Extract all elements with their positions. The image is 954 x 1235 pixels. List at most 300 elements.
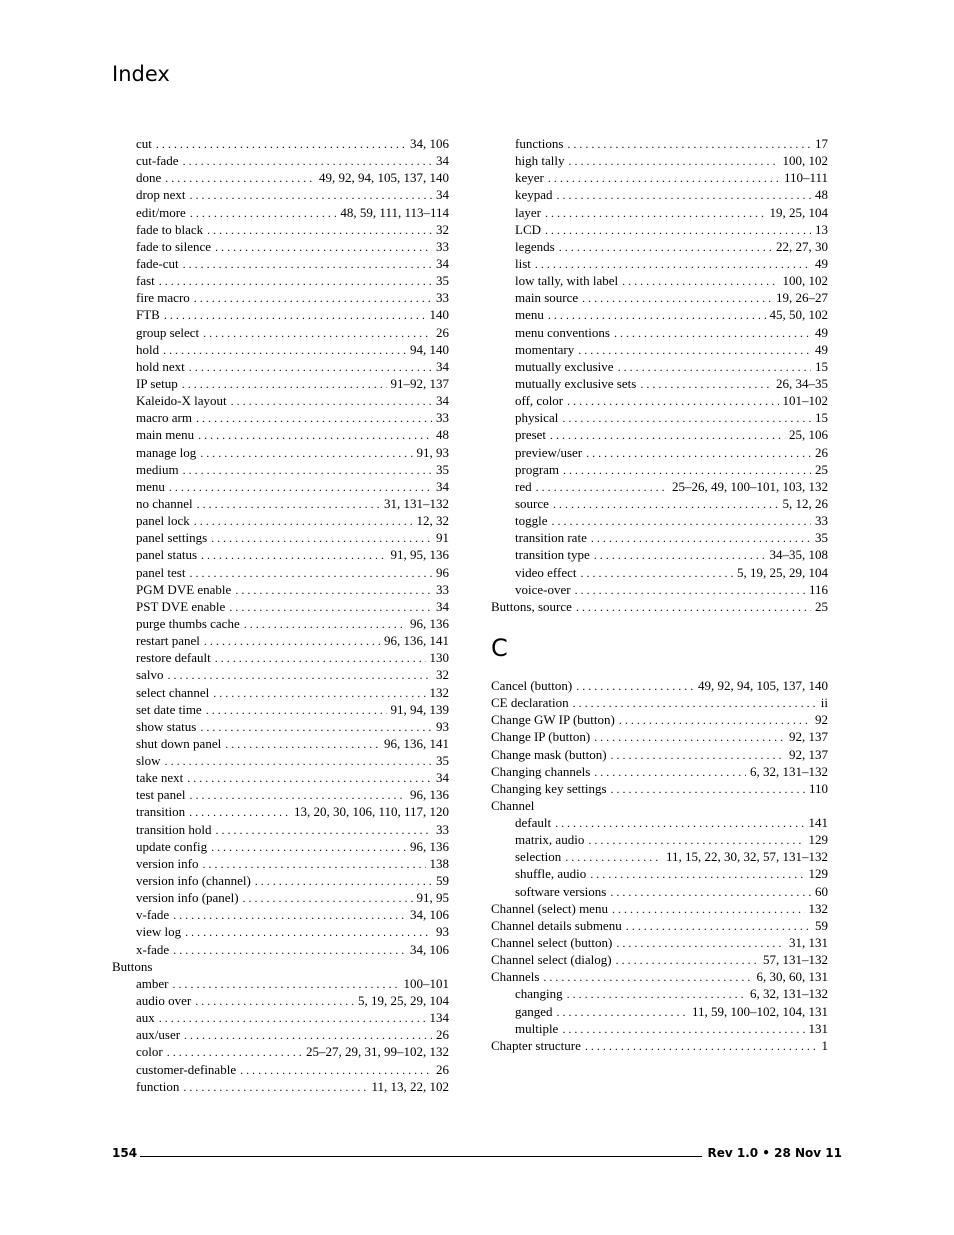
index-entry — [491, 728, 828, 745]
index-term: default — [515, 815, 552, 831]
dot-leader — [229, 599, 432, 615]
dot-leader — [545, 222, 811, 238]
index-term: panel lock — [136, 513, 190, 529]
index-term: momentary — [515, 341, 575, 357]
index-page-refs: 35 — [436, 753, 449, 769]
index-term: Changing key settings — [491, 780, 607, 796]
index-entry — [491, 763, 828, 780]
index-term: function — [136, 1078, 180, 1094]
dot-leader — [563, 462, 811, 478]
dot-leader — [184, 1027, 432, 1043]
index-subentry — [112, 615, 449, 632]
index-subentry — [491, 581, 828, 598]
index-term: fade-cut — [136, 255, 179, 271]
dot-leader — [244, 616, 406, 632]
revision-label: Rev 1.0 • 28 Nov 11 — [707, 1146, 842, 1160]
index-term: changing — [515, 986, 563, 1002]
index-entry — [491, 1037, 828, 1054]
dot-leader — [545, 205, 766, 221]
index-term: PGM DVE enable — [136, 581, 232, 597]
dot-leader — [240, 1062, 432, 1078]
index-subentry — [491, 461, 828, 478]
dot-leader — [543, 969, 752, 985]
index-entry — [491, 711, 828, 728]
index-page-refs: 33 — [436, 581, 449, 597]
dot-leader — [562, 410, 811, 426]
index-term: macro arm — [136, 410, 192, 426]
index-page-refs: 141 — [808, 815, 828, 831]
index-term: LCD — [515, 221, 541, 237]
dot-leader — [550, 427, 785, 443]
dot-leader — [594, 764, 746, 780]
index-page-refs: 33 — [436, 821, 449, 837]
dot-leader — [156, 136, 406, 152]
index-entry — [112, 958, 449, 975]
index-page-refs: 91, 93 — [416, 444, 449, 460]
index-term: toggle — [515, 513, 548, 529]
index-subentry — [491, 169, 828, 186]
index-entry — [491, 968, 828, 985]
index-term: Channels — [491, 969, 540, 985]
index-page-refs: 13 — [815, 221, 828, 237]
index-subentry — [112, 735, 449, 752]
dot-leader — [548, 170, 780, 186]
index-page-refs: 17 — [815, 136, 828, 151]
dot-leader — [201, 547, 386, 563]
index-page-refs: 96, 136 — [410, 787, 449, 803]
index-term: software versions — [515, 883, 607, 899]
index-page-refs: 131 — [808, 1020, 828, 1036]
index-subentry — [112, 666, 449, 683]
index-subentry — [491, 341, 828, 358]
index-term: fire macro — [136, 290, 190, 306]
index-page-refs: 25 — [815, 461, 828, 477]
index-page-refs: 130 — [429, 650, 449, 666]
index-term: main source — [515, 290, 579, 306]
index-page-refs: 140 — [429, 307, 449, 323]
index-term: Changing channels — [491, 763, 591, 779]
dot-leader — [195, 993, 354, 1009]
index-term: menu — [515, 307, 544, 323]
index-page-refs: 100, 102 — [782, 153, 828, 169]
index-page-refs: 15 — [815, 358, 828, 374]
index-term: select channel — [136, 684, 210, 700]
index-page-refs: 101–102 — [782, 393, 828, 409]
index-subentry — [491, 814, 828, 831]
index-term: Buttons, source — [491, 598, 572, 614]
index-page-refs: 34 — [436, 598, 449, 614]
index-column-left — [112, 135, 449, 1095]
index-page-refs: 34 — [436, 770, 449, 786]
index-page-refs: 34, 106 — [410, 941, 449, 957]
dot-leader — [202, 856, 425, 872]
index-subentry — [112, 889, 449, 906]
index-term: Change IP (button) — [491, 729, 591, 745]
index-term: menu — [136, 478, 165, 494]
index-term: functions — [515, 136, 564, 151]
index-subentry — [491, 306, 828, 323]
dot-leader — [622, 273, 778, 289]
index-subentry — [491, 512, 828, 529]
index-term: keypad — [515, 187, 553, 203]
index-page-refs: 5, 12, 26 — [782, 495, 828, 511]
index-page-refs: 110–111 — [783, 170, 828, 186]
index-term: show status — [136, 718, 197, 734]
index-page-refs: 34, 106 — [410, 136, 449, 151]
section-letter-c: C — [491, 633, 508, 662]
index-subentry — [112, 255, 449, 272]
index-subentry — [112, 341, 449, 358]
dot-leader — [591, 530, 811, 546]
index-page-refs: 34 — [436, 393, 449, 409]
dot-leader — [562, 1021, 804, 1037]
index-term: CE declaration — [491, 695, 569, 711]
dot-leader — [557, 187, 811, 203]
index-page-refs: 100, 102 — [782, 273, 828, 289]
dot-leader — [173, 907, 406, 923]
index-page-refs: 26 — [436, 1027, 449, 1043]
index-subentry — [112, 786, 449, 803]
dot-leader — [211, 530, 432, 546]
dot-leader — [548, 307, 766, 323]
index-page-refs: 33 — [436, 290, 449, 306]
index-subentry — [112, 358, 449, 375]
index-subentry — [491, 375, 828, 392]
index-page-refs: 110 — [808, 780, 828, 796]
index-page-refs: 33 — [436, 238, 449, 254]
index-page-refs: 33 — [815, 513, 828, 529]
index-subentry — [112, 495, 449, 512]
index-term: take next — [136, 770, 184, 786]
dot-leader — [575, 582, 805, 598]
page-footer — [112, 1146, 842, 1166]
index-term: aux — [136, 1010, 155, 1026]
index-subentry — [112, 221, 449, 238]
dot-leader — [536, 479, 668, 495]
index-term: customer-definable — [136, 1061, 237, 1077]
index-subentry — [112, 1043, 449, 1060]
index-page-refs: 45, 50, 102 — [769, 307, 828, 323]
index-entry — [491, 677, 828, 694]
index-term: Channel details submenu — [491, 917, 622, 933]
index-page-refs: 49 — [815, 324, 828, 340]
index-page-refs: 15 — [815, 410, 828, 426]
index-page-refs: 26 — [815, 444, 828, 460]
index-term: menu conventions — [515, 324, 610, 340]
dot-leader — [183, 153, 432, 169]
dot-leader — [159, 273, 432, 289]
index-subentry — [491, 289, 828, 306]
dot-leader — [189, 787, 406, 803]
index-page-refs: 129 — [808, 832, 828, 848]
index-subentry — [491, 1020, 828, 1037]
dot-leader — [164, 307, 426, 323]
index-entry — [491, 934, 828, 951]
index-term: Channel select (button) — [491, 935, 613, 951]
index-term: cut — [136, 136, 152, 151]
dot-leader — [614, 325, 811, 341]
index-subentry — [491, 1003, 828, 1020]
index-subentry — [112, 546, 449, 563]
dot-leader — [626, 918, 811, 934]
index-subentry — [112, 821, 449, 838]
dot-leader — [535, 256, 811, 272]
index-term: preview/user — [515, 444, 583, 460]
index-subentry — [491, 255, 828, 272]
index-term: transition — [136, 804, 186, 820]
index-entry — [491, 797, 828, 814]
index-page-refs: 34 — [436, 153, 449, 169]
index-term: transition type — [515, 547, 590, 563]
index-subentry — [112, 444, 449, 461]
index-page-refs: 134 — [429, 1010, 449, 1026]
index-term: matrix, audio — [515, 832, 585, 848]
dot-leader — [553, 496, 779, 512]
index-term: version info (channel) — [136, 873, 251, 889]
index-page-refs: 60 — [815, 883, 828, 899]
dot-leader — [190, 205, 337, 221]
index-page-refs: 49 — [815, 341, 828, 357]
index-subentry — [112, 718, 449, 735]
index-term: ganged — [515, 1003, 553, 1019]
index-term: program — [515, 461, 560, 477]
index-page-refs: 35 — [436, 461, 449, 477]
index-subentry — [112, 975, 449, 992]
index-page-refs: 35 — [436, 273, 449, 289]
index-subentry — [491, 358, 828, 375]
index-subentry — [112, 632, 449, 649]
index-subentry — [112, 769, 449, 786]
index-term: view log — [136, 924, 182, 940]
index-page-refs: 59 — [436, 873, 449, 889]
index-subentry — [112, 649, 449, 666]
index-page-refs: 91, 94, 139 — [390, 701, 449, 717]
index-subentry — [112, 941, 449, 958]
index-subentry — [112, 152, 449, 169]
index-term: Change mask (button) — [491, 746, 607, 762]
index-subentry — [491, 564, 828, 581]
index-page-refs: 49, 92, 94, 105, 137, 140 — [698, 677, 828, 693]
dot-leader — [215, 822, 432, 838]
index-term: no channel — [136, 495, 193, 511]
index-page-refs: 31, 131–132 — [384, 495, 449, 511]
index-entry — [491, 598, 828, 615]
index-subentry — [112, 426, 449, 443]
index-term: medium — [136, 461, 179, 477]
index-term: Channel (select) menu — [491, 900, 608, 916]
index-page-refs: 92, 137 — [789, 729, 828, 745]
index-subentry — [491, 831, 828, 848]
index-subentry — [112, 478, 449, 495]
dot-leader — [197, 496, 380, 512]
index-page-refs: 34 — [436, 255, 449, 271]
dot-leader — [159, 1010, 426, 1026]
index-page-refs: 22, 27, 30 — [776, 238, 828, 254]
dot-leader — [194, 290, 432, 306]
dot-leader — [231, 393, 432, 409]
index-term: purge thumbs cache — [136, 615, 240, 631]
dot-leader — [165, 753, 432, 769]
dot-leader — [586, 445, 811, 461]
index-term: x-fade — [136, 941, 170, 957]
index-term: IP setup — [136, 375, 178, 391]
index-page-refs: 91 — [436, 530, 449, 546]
index-subentry — [491, 444, 828, 461]
index-subentry — [491, 409, 828, 426]
index-term: video effect — [515, 564, 577, 580]
dot-leader — [189, 359, 432, 375]
index-term: mutually exclusive sets — [515, 375, 637, 391]
index-term: aux/user — [136, 1027, 181, 1043]
index-term: fast — [136, 273, 155, 289]
index-page-refs: 19, 26–27 — [776, 290, 828, 306]
index-term: low tally, with label — [515, 273, 619, 289]
dot-leader — [206, 702, 387, 718]
dot-leader — [610, 884, 811, 900]
dot-leader — [215, 239, 432, 255]
index-term: high tally — [515, 153, 565, 169]
index-page-refs: ii — [820, 695, 828, 711]
dot-leader — [183, 1079, 367, 1095]
index-term: voice-over — [515, 581, 571, 597]
dot-leader — [203, 325, 432, 341]
index-subentry — [112, 529, 449, 546]
dot-leader — [169, 479, 432, 495]
index-page-refs: 49, 92, 94, 105, 137, 140 — [319, 170, 449, 186]
index-page-refs: 92, 137 — [789, 746, 828, 762]
index-page-refs: 96, 136, 141 — [384, 633, 449, 649]
index-term: restore default — [136, 650, 211, 666]
index-page-refs: 49 — [815, 255, 828, 271]
dot-leader — [594, 547, 766, 563]
index-term: physical — [515, 410, 559, 426]
index-term: mutually exclusive — [515, 358, 614, 374]
index-page-refs: 26 — [436, 324, 449, 340]
index-page-refs: 11, 13, 22, 102 — [371, 1078, 449, 1094]
index-subentry — [112, 992, 449, 1009]
index-term: edit/more — [136, 204, 186, 220]
index-subentry — [491, 426, 828, 443]
index-subentry — [112, 375, 449, 392]
index-page-refs: 35 — [815, 530, 828, 546]
dot-leader — [557, 1004, 688, 1020]
index-page-refs: 57, 131–132 — [763, 952, 828, 968]
index-subentry — [112, 598, 449, 615]
index-subentry — [112, 306, 449, 323]
index-page-refs: 96, 136 — [410, 615, 449, 631]
index-page-refs: 34 — [436, 187, 449, 203]
index-entry — [491, 694, 828, 711]
index-page-refs: 26, 34–35 — [776, 375, 828, 391]
index-page-refs: 32 — [436, 667, 449, 683]
index-term: main menu — [136, 427, 195, 443]
index-subentry — [112, 564, 449, 581]
index-page-refs: 92 — [815, 712, 828, 728]
index-page-refs: 100–101 — [403, 975, 449, 991]
index-subentry — [112, 1009, 449, 1026]
index-subentry — [112, 923, 449, 940]
index-term: selection — [515, 849, 562, 865]
dot-leader — [582, 290, 772, 306]
index-subentry — [112, 906, 449, 923]
index-term: update config — [136, 838, 208, 854]
index-term: Buttons — [112, 958, 153, 974]
dot-leader — [567, 393, 778, 409]
dot-leader — [225, 736, 380, 752]
index-subentry — [491, 883, 828, 900]
index-term: fade to silence — [136, 238, 212, 254]
index-page-refs: 6, 30, 60, 131 — [756, 969, 828, 985]
index-page-refs: 26 — [436, 1061, 449, 1077]
index-subentry — [491, 152, 828, 169]
index-subentry — [491, 546, 828, 563]
index-term: drop next — [136, 187, 186, 203]
index-subentry — [491, 272, 828, 289]
index-term: PST DVE enable — [136, 598, 226, 614]
index-page-refs: 25–26, 49, 100–101, 103, 132 — [672, 478, 828, 494]
index-subentry — [112, 752, 449, 769]
dot-leader — [182, 376, 387, 392]
index-page-refs: 48 — [436, 427, 449, 443]
index-term: preset — [515, 427, 547, 443]
index-page-refs: 96, 136, 141 — [384, 735, 449, 751]
dot-leader — [580, 565, 733, 581]
index-page-refs: 11, 59, 100–102, 104, 131 — [691, 1003, 828, 1019]
index-subentry — [112, 204, 449, 221]
index-page-refs: 6, 32, 131–132 — [750, 986, 828, 1002]
dot-leader — [611, 747, 785, 763]
index-page-refs: 1 — [821, 1037, 828, 1053]
index-subentry — [112, 409, 449, 426]
dot-leader — [568, 153, 778, 169]
dot-leader — [165, 170, 315, 186]
index-subentry — [491, 478, 828, 495]
index-term: group select — [136, 324, 200, 340]
index-subentry — [112, 872, 449, 889]
index-page-refs: 34 — [436, 478, 449, 494]
index-term: slow — [136, 753, 161, 769]
index-page-refs: 12, 32 — [416, 513, 449, 529]
index-subentry — [491, 865, 828, 882]
index-term: Channel — [491, 797, 535, 813]
index-subentry — [491, 392, 828, 409]
index-page-refs: 129 — [808, 866, 828, 882]
dot-leader — [189, 565, 432, 581]
index-entry — [491, 900, 828, 917]
index-subentry — [112, 324, 449, 341]
dot-leader — [215, 650, 426, 666]
index-page-refs: 48 — [815, 187, 828, 203]
index-group-b-continued — [491, 135, 828, 615]
index-page-refs: 94, 140 — [410, 341, 449, 357]
index-term: cut-fade — [136, 153, 179, 169]
index-page-refs: 93 — [436, 924, 449, 940]
index-subentry — [112, 461, 449, 478]
index-term: panel test — [136, 564, 186, 580]
index-page-refs: 96, 136 — [410, 838, 449, 854]
index-subentry — [112, 392, 449, 409]
index-term: keyer — [515, 170, 544, 186]
index-term: Channel select (dialog) — [491, 952, 612, 968]
index-page-refs: 91–92, 137 — [390, 375, 449, 391]
dot-leader — [594, 729, 785, 745]
index-subentry — [112, 512, 449, 529]
index-term: shuffle, audio — [515, 866, 587, 882]
dot-leader — [167, 1044, 302, 1060]
index-term: fade to black — [136, 221, 204, 237]
page-number: 154 — [112, 1146, 138, 1160]
index-page-refs: 132 — [808, 900, 828, 916]
